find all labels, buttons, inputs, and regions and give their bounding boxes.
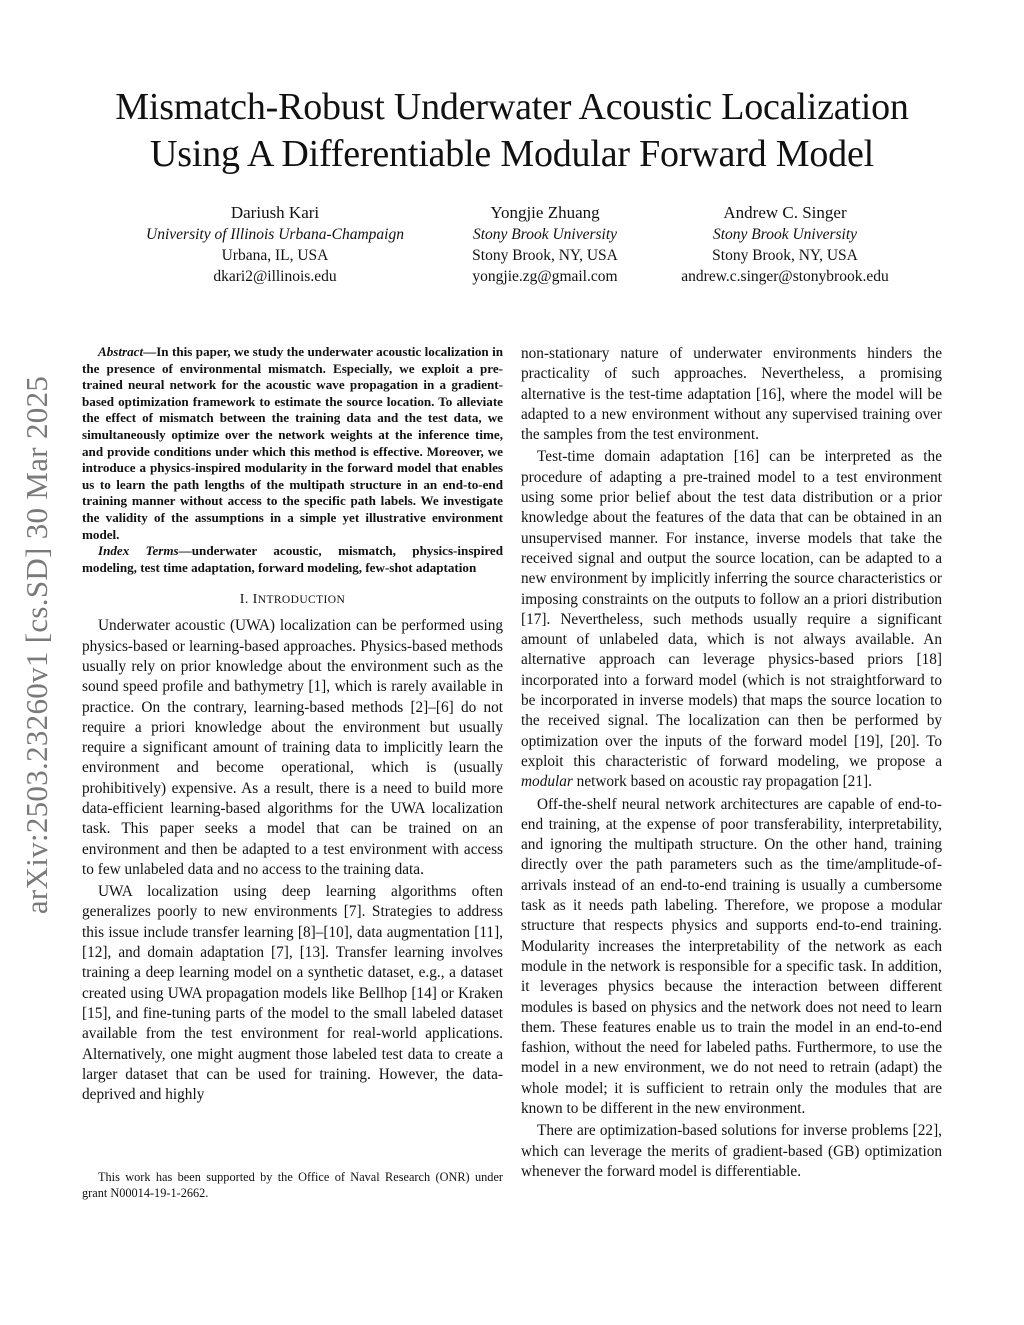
author-affiliation: Stony Brook University xyxy=(712,226,858,243)
arxiv-identifier: arXiv:2503.23260v1 [cs.SD] 30 Mar 2025 xyxy=(19,375,54,915)
author-email: andrew.c.singer@stonybrook.edu xyxy=(681,268,889,285)
left-column xyxy=(82,344,503,1105)
author-name: Dariush Kari xyxy=(230,203,320,222)
author-affiliation: Stony Brook University xyxy=(472,226,618,243)
author-location: Urbana, IL, USA xyxy=(221,247,329,264)
title-line-1: Mismatch-Robust Underwater Acoustic Localization xyxy=(115,86,909,128)
abstract-lead: Abstract xyxy=(98,344,144,359)
intro-left-body xyxy=(82,616,503,1105)
right-column xyxy=(521,344,942,1182)
author-location: Stony Brook, NY, USA xyxy=(712,247,858,264)
author-location: Stony Brook, NY, USA xyxy=(472,247,618,264)
section-title-cap: I xyxy=(252,592,258,608)
paragraph-text: network based on acoustic ray propagation [21]. xyxy=(572,773,872,791)
paragraph: Off-the-shelf neural network architectures are capable of end-to-end training, at the expense of poor transferability, interpretability, and ignoring the multipath structure. On the other hand, training directly over the path parameters such as the time/amplitude-of-arrivals instead of an end-to-end training is usually a cumbersome task as it needs path labeling. Therefore, we propose a modular structure that respects physics and supports end-to-end training. Modularity increases the interpretability of the network as each module in the network is responsible for a specific task. In addition, it leverages physics because the interaction between different modules is based on physics and the network does not need to learn them. These features enable us to train the model in an end-to-end fashion, without the need for labeled paths. Furthermore, to use the model in a new environment, we do not need to retrain (adapt) the whole model; it is sufficient to retrain only the modules that are known to be different in the new environment. xyxy=(521,795,942,1117)
section-number: I. xyxy=(239,592,249,608)
index-terms-lead: Index Terms xyxy=(98,543,179,559)
index-terms-text: —underwater acoustic, mismatch, physics-inspired modeling, test time adaptation, forward modeling, few-shot adaptation xyxy=(82,543,503,575)
emphasis-text: modular xyxy=(521,773,573,791)
author-email: dkari2@illinois.edu xyxy=(213,268,337,285)
paragraph: Underwater acoustic (UWA) localization can be performed using physics-based or learning-based approaches. Physics-based methods usually rely on prior knowledge about the environment such as the sound speed profile and bathymetry [1], which is rarely available in practice. On the contrary, learning-based methods [2]–[6] do not require a priori knowledge about the environment but usually require a significant amount of training data to implicitly learn the environment and become operational, which is (usually prohibitively) expensive. As a result, there is a need to build more data-efficient learning-based algorithms for the UWA localization task. This paper seeks a model that can be trained on an environment and then be adapted to a test environment with access to few unlabeled data and no access to the training data. xyxy=(82,617,503,878)
title-line-2: Using A Differentiable Modular Forward Model xyxy=(150,133,874,175)
abstract xyxy=(82,344,503,543)
section-heading-introduction xyxy=(82,592,503,608)
author-name: Yongjie Zhuang xyxy=(490,203,600,222)
index-terms xyxy=(82,543,503,576)
footnote: This work has been supported by the Office of Naval Research (ONR) under grant N00014-19-1-2662. xyxy=(82,1170,503,1200)
author-1 xyxy=(125,202,425,287)
paragraph: There are optimization-based solutions for inverse problems [22], which can leverage the merits of gradient-based (GB) optimization whenever the forward model is differentiable. xyxy=(521,1122,942,1180)
author-name: Andrew C. Singer xyxy=(723,203,847,222)
paper-title xyxy=(70,84,954,178)
author-affiliation: University of Illinois Urbana-Champaign xyxy=(146,226,404,243)
paragraph: UWA localization using deep learning algorithms often generalizes poorly to new environments [7]. Strategies to address this issue include transfer learning [8]–[10], data augmentation [11], [12], and domain adaptation [7], [13]. Transfer learning involves training a deep learning model on a synthetic dataset, e.g., a dataset created using UWA propagation models like Bellhop [14] or Kraken [15], and fine-tuning parts of the model to the small labeled dataset available from the test environment for real-world applications. Alternatively, one might augment those labeled test data to create a larger dataset that can be used for training. However, the data-deprived and highly xyxy=(82,883,503,1104)
paragraph xyxy=(521,447,942,792)
intro-right-body xyxy=(521,344,942,1182)
arxiv-stamp xyxy=(12,350,62,940)
author-email: yongjie.zg@gmail.com xyxy=(472,268,618,285)
section-title-rest: NTRODUCTION xyxy=(257,594,346,607)
abstract-text: —In this paper, we study the underwater acoustic localization in the presence of environmental mismatch. Especially, we exploit a pre-trained neural network for the acoustic wave propagation in a gradient-based optimization framework to estimate the source location. To alleviate the effect of mismatch between the training data and the test data, we simultaneously optimize over the network weights at the inference time, and provide conditions under which this method is effective. Moreover, we introduce a physics-inspired modularity in the forward model that enables us to learn the path lengths of the multipath structure in an end-to-end training manner without access to the specific path labels. We investigate the validity of the assumptions in a simple yet illustrative environment model. xyxy=(82,344,503,542)
author-3 xyxy=(635,202,935,287)
paragraph: non-stationary nature of underwater environments hinders the practicality of such approaches. Nevertheless, a promising alternative is the test-time adaptation [16], where the model will be adapted to a new environment without any supervised training over the samples from the test environment. xyxy=(521,345,942,444)
paragraph-text: Test-time domain adaptation [16] can be interpreted as the procedure of adapting a pre-trained model to a test environment using some prior belief about the test data distribution or a prior knowledge about the features of the data that can be obtained in an unsupervised manner. For instance, inverse models that take the received signal and output the source location, can be adapted to a new environment by implicitly inferring the source characteristics or imposing constraints on the outputs to follow an a priori distribution [17]. Nevertheless, such methods usually require a significant amount of unlabeled data, which is not always available. An alternative approach can leverage physics-based priors [18] incorporated into a forward model (which is not straightforward to be incorporated in inverse models) that maps the source location to the received signal. The localization can then be performed by optimization over the inputs of the forward model [19], [20]. To exploit this characteristic of forward modeling, we propose a xyxy=(521,448,942,770)
author-block xyxy=(0,202,1024,292)
